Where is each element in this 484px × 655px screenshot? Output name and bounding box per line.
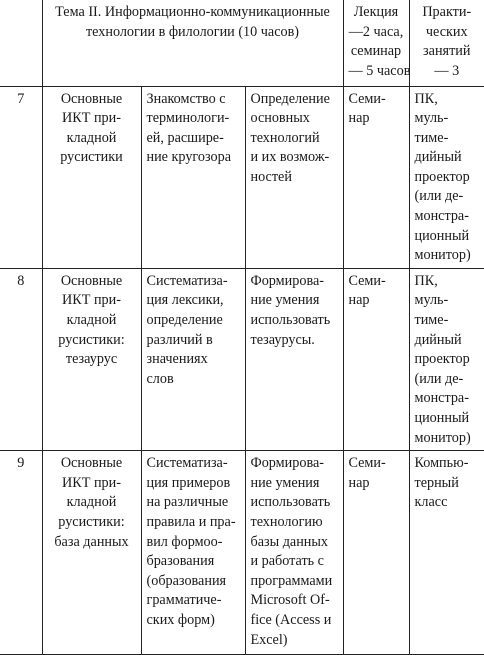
outcome-cell: Определение основных технологий и их возмож- ностей (245, 86, 343, 268)
goals-cell: Систематиза- ция лексики, определение различий в значениях слов (141, 268, 245, 450)
row-number: 7 (0, 86, 42, 268)
header-num-cell (0, 0, 42, 86)
row-number: 9 (0, 451, 42, 655)
table-row (0, 451, 484, 655)
row-number: 8 (0, 268, 42, 450)
topic-cell: Основные ИКТ при- кладной русистики: база данных (42, 451, 141, 655)
format-cell: Семи- нар (343, 451, 409, 655)
equipment-cell: Компью- терный класс (409, 451, 484, 655)
header-practice-cell: Практи- ческих занятий — 3 (409, 0, 484, 86)
header-topic-cell: Тема II. Информационно-коммуникационные технологии в филологии (10 часов) (42, 0, 343, 86)
format-cell: Семи- нар (343, 86, 409, 268)
table-row (0, 86, 484, 268)
equipment-cell: ПК, муль- тиме- дийный проектор (или де- монстра- ционный монитор) (409, 268, 484, 450)
equipment-cell: ПК, муль- тиме- дийный проектор (или де- монстра- ционный монитор) (409, 86, 484, 268)
goals-cell: Систематиза- ция примеров на различные правила и пра- вил формоо- бразования (образования грамматиче- ских форм) (141, 451, 245, 655)
outcome-cell: Формирова- ние умения использовать технологию базы данных и работать с программами Microsoft Of- fice (Access и Excel) (245, 451, 343, 655)
topic-cell: Основные ИКТ при- кладной русистики (42, 86, 141, 268)
format-cell: Семи- нар (343, 268, 409, 450)
table-header-row (0, 0, 484, 86)
topic-cell: Основные ИКТ при- кладной русистики: тезаурус (42, 268, 141, 450)
header-lecture-cell: Лекция —2 часа, семинар — 5 часов (343, 0, 409, 86)
goals-cell: Знакомство с терминологи- ей, расшире- ние кругозора (141, 86, 245, 268)
outcome-cell: Формирова- ние умения использовать тезаурусы. (245, 268, 343, 450)
table-row (0, 268, 484, 450)
